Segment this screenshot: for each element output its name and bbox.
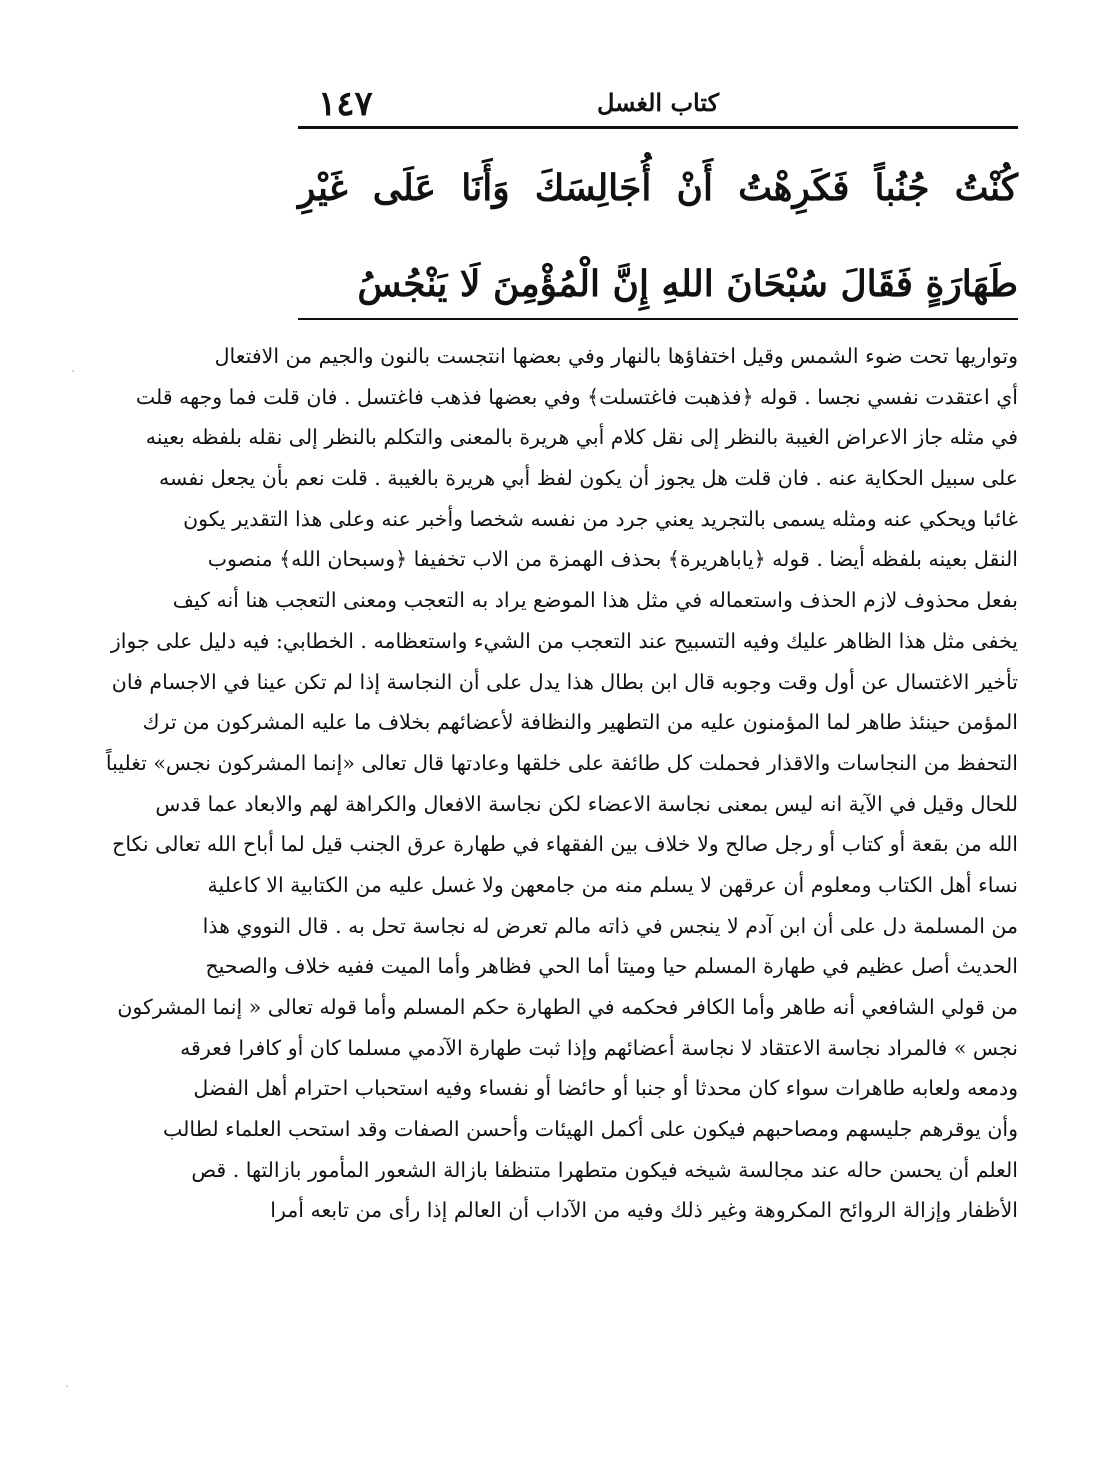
scan-speck [66, 1385, 68, 1387]
commentary-line: العلم أن يحسن حاله عند مجالسة شيخه فيكون متطهرا متنظفا بازالة الشعور المأمور بازالتها . قص [191, 1157, 1018, 1182]
commentary-line: من المسلمة دل على أن ابن آدم لا ينجس في ذاته مالم تعرض له نجاسة تحل به . قال النووي هذا [202, 913, 1018, 938]
hadith-text: كُنْتُ جُنُباً فَكَرِهْتُ أَنْ أُجَالِسَكَ وَأَنَا عَلَى غَيْرِ طَهَارَةٍ فَقَالَ سُبْحَانَ اللهِ إِنَّ الْمُؤْمِنَ لَا يَنْجُسُ [298, 167, 1018, 305]
commentary-line: الله من بقعة أو كتاب أو رجل صالح ولا خلاف بين الفقهاء في طهارة عرق الجنب قيل لما أباح الله تعالى نكاح [112, 832, 1018, 857]
commentary-line: تأخير الاغتسال عن أول وقت وجوبه قال ابن بطال هذا يدل على أن النجاسة إذا لم تكن عينا في الاجسام فان [111, 669, 1018, 694]
commentary-line: بفعل محذوف لازم الحذف واستعماله في مثل هذا الموضع يراد به التعجب ومعنى التعجب هنا أنه كيف [172, 588, 1018, 613]
commentary-line: يخفى مثل هذا الظاهر عليك وفيه التسبيح عند التعجب من الشيء واستعظامه . الخطابي: فيه دليل على جواز [110, 628, 1018, 653]
scan-speck [72, 370, 74, 372]
running-title: كتاب الغسل [596, 88, 720, 117]
commentary-line: غائبا ويحكي عنه ومثله يسمى بالتجريد يعني جرد من نفسه شخصا وأخبر عنه وعلى هذا التقدير يكون [183, 506, 1018, 531]
page-number: ١٤٧ [318, 84, 373, 124]
section-divider [298, 318, 1018, 320]
commentary-body [105, 336, 1018, 1231]
header-rule [298, 126, 1018, 129]
commentary-line: النقل بعينه بلفظه أيضا . قوله ﴿ياباهريرة﴾ بحذف الهمزة من الاب تخفيفا ﴿وسبحان الله﴾ منصوب [207, 547, 1018, 572]
page-header [298, 84, 1018, 124]
commentary-line: التحفظ من النجاسات والاقذار فحملت كل طائفة على خلقها وعادتها قال تعالى «إنما المشركون نجس» تغليباً [105, 750, 1018, 775]
commentary-line: أي اعتقدت نفسي نجسا . قوله ﴿فذهبت فاغتسلت﴾ وفي بعضها فذهب فاغتسل . فان قلت فما وجهه قلت [135, 384, 1018, 409]
commentary-line: من قولي الشافعي أنه طاهر وأما الكافر فحكمه في الطهارة حكم المسلم وأما قوله تعالى « إنما المشركون [117, 995, 1018, 1019]
commentary-line: نساء أهل الكتاب ومعلوم أن عرقهن لا يسلم منه من جامعهن ولا غسل عليه من الكتابية الا كاعلية [207, 872, 1018, 897]
commentary-line: المؤمن حينئذ طاهر لما المؤمنون عليه من التطهير والنظافة لأعضائهم بخلاف ما عليه المشركون من ترك [142, 710, 1018, 735]
commentary-line: على سبيل الحكاية عنه . فان قلت هل يجوز أن يكون لفظ أبي هريرة بالغيبة . قلت نعم بأن يجعل نفسه [159, 466, 1018, 491]
commentary-line: الأظفار وإزالة الروائح المكروهة وغير ذلك وفيه من الآداب أن العالم إذا رأى من تابعه أمرا [270, 1198, 1018, 1223]
commentary-line: الحديث أصل عظيم في طهارة المسلم حيا وميتا أما الحي فظاهر وأما الميت ففيه خلاف والصحيح [205, 954, 1018, 979]
commentary-line: وتواريها تحت ضوء الشمس وقيل اختفاؤها بالنهار وفي بعضها انتجست بالنون والجيم من الافتعال [214, 344, 1018, 368]
commentary-line: للحال وقيل في الآية انه ليس بمعنى نجاسة الاعضاء لكن نجاسة الافعال والكراهة لهم والابعاد عما قدس [155, 791, 1018, 816]
commentary-line: في مثله جاز الاعراض الغيبة بالنظر إلى نقل كلام أبي هريرة بالمعنى والتكلم بالنظر إلى نقله بلفظه بعينه [145, 425, 1018, 450]
commentary-line: وأن يوقرهم جليسهم ومصاحبهم فيكون على أكمل الهيئات وأحسن الصفات وقد استحب العلماء لطالب [162, 1117, 1018, 1142]
commentary-line: نجس » فالمراد نجاسة الاعتقاد لا نجاسة أعضائهم وإذا ثبت طهارة الآدمي مسلما كان أو كافرا فعرقه [180, 1035, 1018, 1060]
commentary-line: ودمعه ولعابه طاهرات سواء كان محدثا أو جنبا أو حائضا أو نفساء وفيه استحباب احترام أهل الفضل [193, 1076, 1018, 1101]
